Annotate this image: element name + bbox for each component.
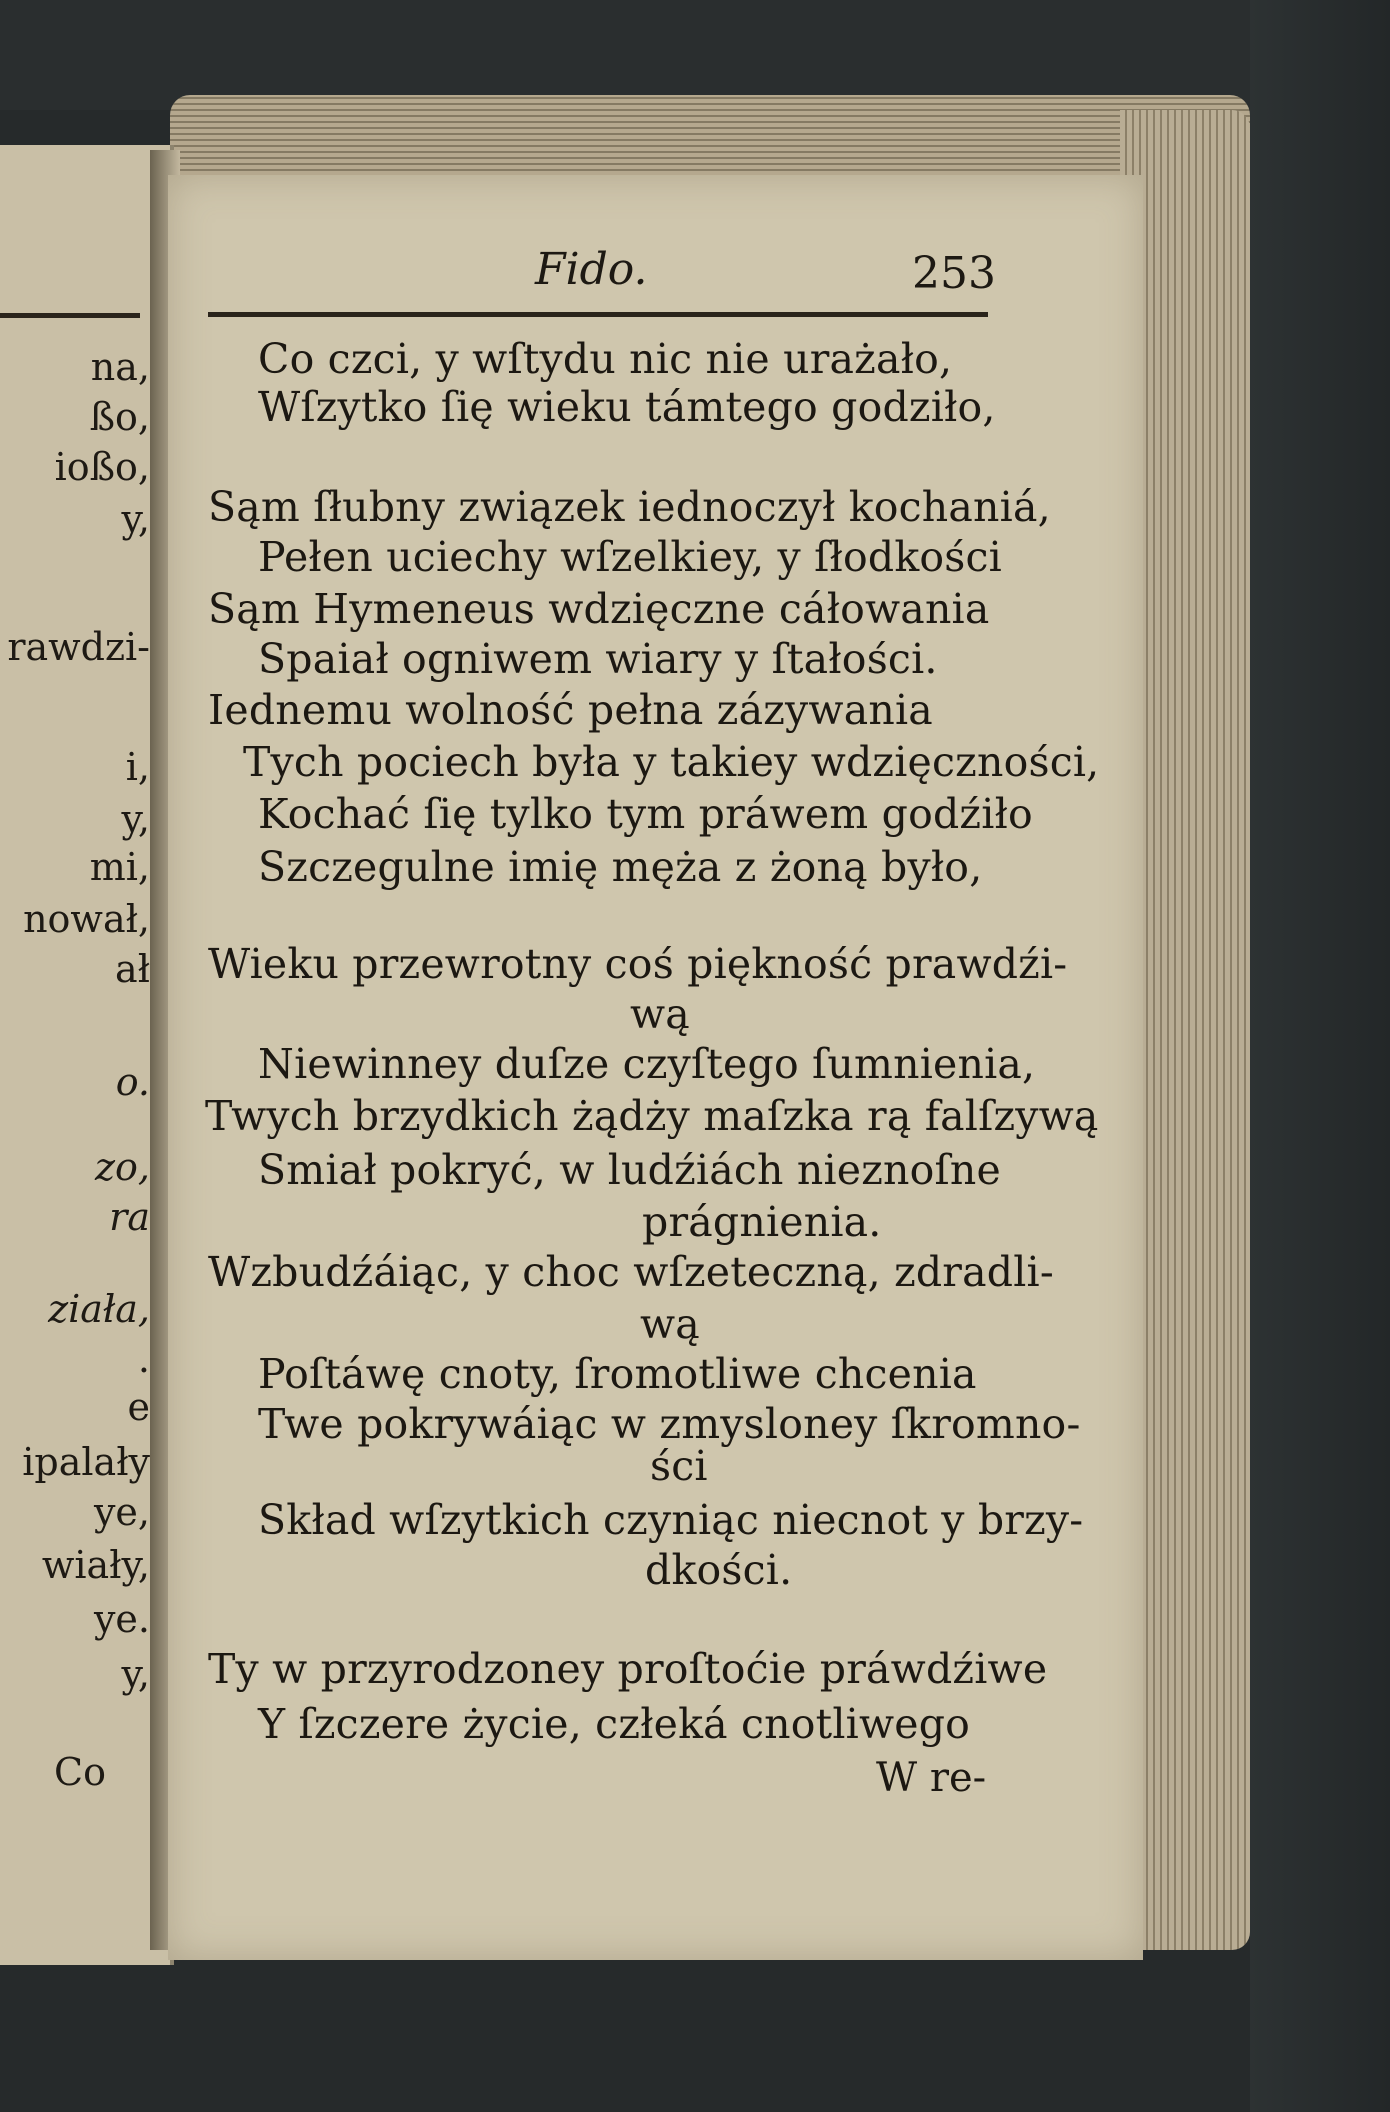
verse-line: Iednemu wolność pełna zázywania bbox=[208, 686, 933, 734]
verse-line: Wieku przewrotny coś piękność prawdźi- bbox=[208, 940, 1068, 988]
left-fragment: zo, bbox=[95, 1145, 150, 1189]
left-fragment: nował, bbox=[23, 897, 150, 941]
left-fragment: i, bbox=[125, 745, 150, 789]
left-fragment: ra bbox=[109, 1195, 150, 1239]
left-header-rule bbox=[0, 313, 140, 318]
verse-line: Y ſzczere życie, człeká cnotliwego bbox=[258, 1700, 971, 1748]
verse-line: Tych pociech była y takiey wdzięczności, bbox=[243, 738, 1100, 786]
verse-line: Wzbudźáiąc, y choc wſzeteczną, zdradli- bbox=[208, 1248, 1054, 1296]
verse-line: ści bbox=[650, 1442, 708, 1490]
left-fragment: ßo, bbox=[89, 395, 150, 439]
left-fragment: ziała, bbox=[48, 1287, 150, 1331]
left-fragment: ioßo, bbox=[54, 445, 150, 489]
left-fragment: . bbox=[137, 1337, 150, 1381]
book-cover-top bbox=[0, 0, 1390, 110]
background-right bbox=[1250, 0, 1390, 2112]
verse-line: Co czci, y wſtydu nic nie urażało, bbox=[258, 335, 953, 383]
left-fragment: o. bbox=[115, 1060, 150, 1104]
left-fragment: mi, bbox=[89, 845, 150, 889]
verse-line: Szczegulne imię męża z żoną było, bbox=[258, 843, 983, 891]
page-number: 253 bbox=[912, 248, 996, 299]
verse-line: Sąm Hymeneus wdzięczne cáłowania bbox=[208, 585, 990, 633]
left-catchword: Co bbox=[54, 1750, 106, 1794]
left-fragment: e bbox=[127, 1385, 150, 1429]
catchword: W re- bbox=[876, 1755, 987, 1801]
left-fragment: y, bbox=[121, 497, 150, 541]
left-fragment: y, bbox=[121, 1652, 150, 1696]
verse-line: Pełen uciechy wſzelkiey, y ſłodkości bbox=[258, 533, 1002, 581]
left-fragment: ipalały bbox=[22, 1440, 150, 1484]
verse-line: prágnienia. bbox=[642, 1198, 882, 1246]
left-fragment: ye, bbox=[93, 1490, 150, 1534]
left-fragment: ye. bbox=[93, 1597, 150, 1641]
verse-line: wą bbox=[630, 990, 690, 1038]
left-fragment: rawdzi- bbox=[7, 625, 150, 669]
verse-line: Skład wſzytkich czyniąc niecnot y brzy- bbox=[258, 1496, 1084, 1544]
left-fragment: y, bbox=[121, 797, 150, 841]
verse-line: dkości. bbox=[645, 1546, 793, 1594]
left-fragment: na, bbox=[90, 345, 150, 389]
verse-line: Spaiał ogniwem wiary y ſtałości. bbox=[258, 635, 938, 683]
verse-line: Poſtáwę cnoty, ſromotliwe chcenia bbox=[258, 1350, 977, 1398]
header-rule bbox=[208, 312, 988, 317]
verse-line: Wſzytko ſię wieku támtego godziło, bbox=[258, 383, 996, 431]
verse-line: Twych brzydkich żądży maſzka rą falſzywą bbox=[205, 1092, 1099, 1140]
running-title: Fido. bbox=[535, 244, 648, 295]
verse-line: Ty w przyrodzoney proſtoćie práwdźiwe bbox=[208, 1645, 1048, 1693]
left-fragment: wiały, bbox=[41, 1543, 150, 1587]
page-edges-top bbox=[170, 95, 1250, 175]
verse-line: Sąm ſłubny związek iednoczył kochaniá, bbox=[208, 483, 1051, 531]
left-fragment: ał bbox=[115, 947, 150, 991]
verse-line: wą bbox=[640, 1300, 700, 1348]
verse-line: Kochać ſię tylko tym práwem godźiło bbox=[258, 790, 1033, 838]
verse-line: Niewinney duſze czyſtego ſumnienia, bbox=[258, 1040, 1036, 1088]
left-page bbox=[0, 145, 174, 1965]
verse-line: Smiał pokryć, w ludźiách nieznoſne bbox=[258, 1146, 1001, 1194]
verse-line: Twe pokrywáiąc w zmysloney ſkromno- bbox=[258, 1400, 1081, 1448]
